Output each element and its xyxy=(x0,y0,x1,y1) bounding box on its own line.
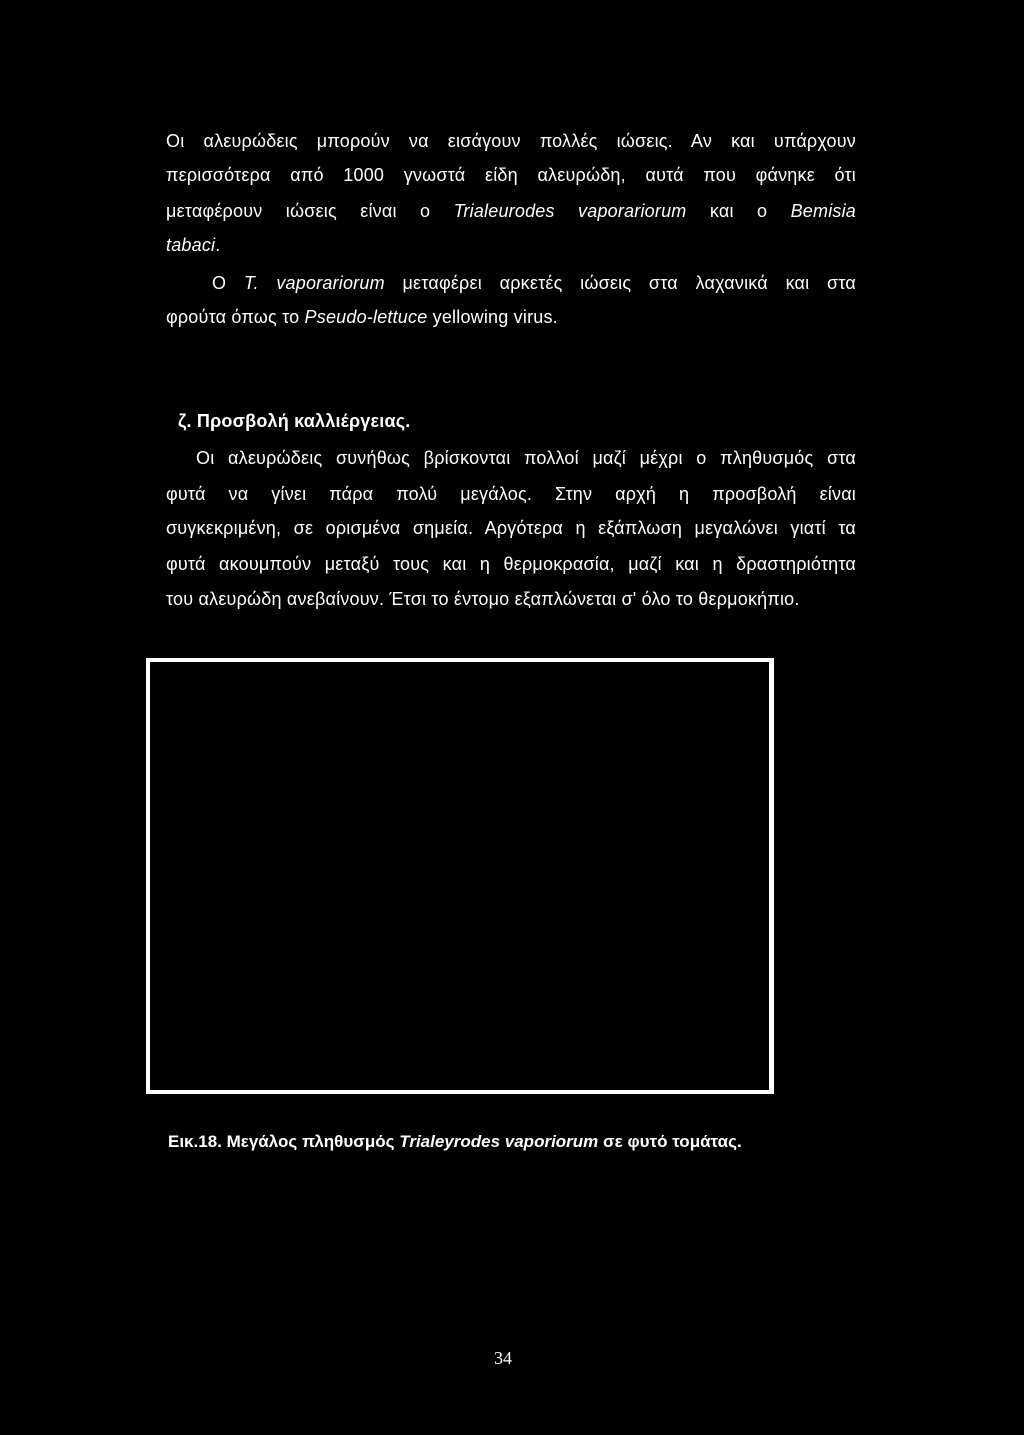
figure-caption xyxy=(168,1132,742,1152)
paragraph-line: Οι αλευρώδεις συνήθως βρίσκονται πολλοί μαζί μέχρι ο πληθυσμός στα xyxy=(196,448,856,468)
text-span: και ο xyxy=(686,201,791,221)
text-span: μεταφέρει αρκετές ιώσεις στα λαχανικά και στα xyxy=(384,273,857,293)
caption-text: σε φυτό τομάτας. xyxy=(598,1132,742,1151)
species-name: Trialeurodes vaporariorum xyxy=(453,201,687,221)
species-name: T. vaporariorum xyxy=(243,273,385,293)
text-span: Οι αλευρώδεις μπορούν να εισάγουν πολλές ιώσεις. Αν και υπάρχουν xyxy=(166,131,856,151)
text-span: yellowing virus. xyxy=(427,307,558,327)
caption-text: Εικ.18. Μεγάλος πληθυσμός xyxy=(168,1132,400,1151)
text-span: Ο xyxy=(212,273,244,293)
paragraph-line xyxy=(166,234,220,256)
species-name: tabaci xyxy=(166,235,216,255)
text-span: μεταφέρουν ιώσεις είναι ο xyxy=(166,201,454,221)
section-heading: ζ. Προσβολή καλλιέργειας. xyxy=(178,411,411,431)
paragraph-line xyxy=(166,130,856,152)
paragraph-line: φυτά ακουμπούν μεταξύ τους και η θερμοκρασία, μαζί και η δραστηριότητα xyxy=(166,554,856,574)
paragraph-line xyxy=(166,306,558,328)
text-span: περισσότερα από 1000 γνωστά είδη αλευρώδη, αυτά που φάνηκε ότι xyxy=(166,165,856,185)
species-name: Bemisia xyxy=(790,201,856,221)
paragraph-line: φυτά να γίνει πάρα πολύ μεγάλος. Στην αρχή η προσβολή είναι xyxy=(166,484,856,504)
species-name: Trialeyrodes vaporiorum xyxy=(399,1132,599,1151)
paragraph-line: συγκεκριμένη, σε ορισμένα σημεία. Αργότερα η εξάπλωση μεγαλώνει γιατί τα xyxy=(166,518,856,538)
paragraph-line: του αλευρώδη ανεβαίνουν. Έτσι το έντομο εξαπλώνεται σ' όλο το θερμοκήπιο. xyxy=(166,589,800,609)
virus-name: Pseudo-lettuce xyxy=(304,307,428,327)
figure-photo-frame xyxy=(146,658,774,1094)
paragraph-line xyxy=(166,200,856,222)
text-span: φρούτα όπως το xyxy=(166,307,305,327)
paragraph-line xyxy=(212,272,856,294)
paragraph-line xyxy=(166,164,856,186)
page-number: 34 xyxy=(494,1348,512,1368)
text-span: . xyxy=(215,235,221,255)
